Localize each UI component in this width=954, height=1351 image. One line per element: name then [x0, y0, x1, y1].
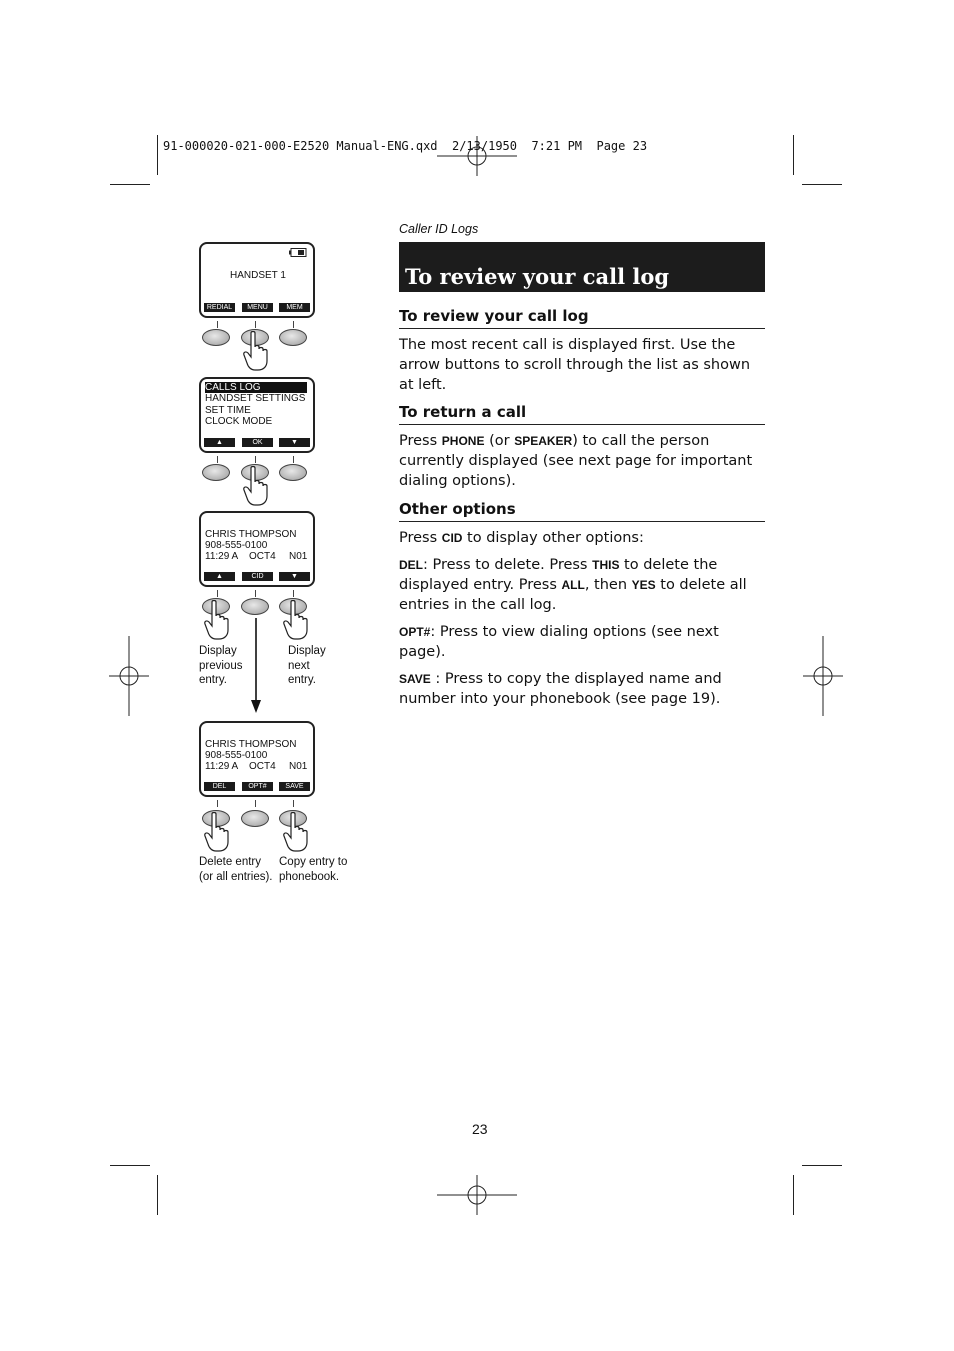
caller-number: 908-555-0100	[205, 540, 268, 551]
tick	[255, 321, 256, 328]
menu-item: CLOCK MODE	[205, 416, 273, 427]
del-key: DEL	[399, 558, 423, 572]
tick	[293, 456, 294, 463]
page-title-text: To review your call log	[405, 264, 670, 289]
softkey-label: OPT#	[242, 782, 273, 791]
text: Press	[399, 530, 442, 546]
pointing-hand-icon	[283, 600, 309, 640]
section-heading: To review your call log	[399, 307, 765, 329]
softkey-button[interactable]	[202, 464, 230, 481]
section-other	[399, 500, 765, 709]
softkey-label: OK	[242, 438, 273, 447]
opt-key: OPT#	[399, 625, 431, 639]
crop-mark	[793, 1175, 794, 1215]
yes-key: YES	[631, 578, 656, 592]
section-label: Caller ID Logs	[399, 222, 479, 236]
softkey-label: MENU	[242, 303, 273, 312]
call-index: N01	[289, 551, 308, 562]
tick	[217, 590, 218, 597]
section-heading: To return a call	[399, 403, 765, 425]
menu-item: SET TIME	[205, 405, 251, 416]
softkey-button[interactable]	[241, 810, 269, 827]
softkey-label: SAVE	[279, 782, 310, 791]
crop-mark	[802, 184, 842, 185]
save-key: SAVE	[399, 672, 431, 686]
up-arrow-icon: ▲	[204, 572, 235, 581]
page-number: 23	[472, 1121, 488, 1137]
text: : Press to copy the displayed name and number into your phonebook (see page 19).	[399, 671, 722, 707]
phone-key: PHONE	[441, 434, 485, 448]
caller-name: CHRIS THOMPSON	[205, 739, 297, 750]
all-key: ALL	[561, 578, 585, 592]
section-heading: Other options	[399, 500, 765, 522]
softkey-label: REDIAL	[204, 303, 235, 312]
crop-mark	[793, 135, 794, 175]
screen-text: HANDSET 1	[230, 270, 286, 281]
menu-item: HANDSET SETTINGS	[205, 393, 306, 404]
text: ) to call the person currently displayed (see next page for important dialing options).	[399, 433, 753, 489]
file-slug: 91-000020-021-000-E2520 Manual-ENG.qxd 2/13/1950 7:21 PM Page 23	[163, 139, 648, 153]
text: , then	[584, 577, 632, 593]
tick	[217, 800, 218, 807]
caller-name: CHRIS THOMPSON	[205, 529, 297, 540]
caption-next: Display next entry.	[288, 645, 326, 686]
up-arrow-icon: ▲	[204, 438, 235, 447]
section-body	[399, 528, 765, 548]
down-arrow-icon	[249, 618, 263, 714]
softkey-button[interactable]	[202, 329, 230, 346]
section-body	[399, 555, 765, 615]
page-title	[399, 242, 765, 292]
crop-mark	[157, 135, 158, 175]
text: to delete the displayed entry. Press	[399, 557, 718, 593]
softkey-button[interactable]	[279, 464, 307, 481]
softkey-button[interactable]	[279, 329, 307, 346]
cid-key: CID	[441, 531, 463, 545]
pointing-hand-icon	[243, 466, 269, 506]
handset-screen	[199, 242, 315, 318]
crop-mark	[157, 1175, 158, 1215]
softkey-label: DEL	[204, 782, 235, 791]
caption-previous: Display previous entry.	[199, 645, 243, 686]
tick	[217, 456, 218, 463]
down-arrow-icon: ▼	[279, 438, 310, 447]
handset-screen	[199, 511, 315, 587]
tick	[293, 590, 294, 597]
softkey-button[interactable]	[241, 598, 269, 615]
battery-icon	[289, 248, 307, 257]
tick	[217, 321, 218, 328]
registration-mark-icon	[437, 1175, 517, 1215]
crop-mark	[110, 184, 150, 185]
tick	[255, 590, 256, 597]
section-body	[399, 622, 765, 662]
tick	[255, 800, 256, 807]
text: : Press to view dialing options (see next page).	[399, 624, 719, 660]
registration-mark-icon	[109, 636, 149, 716]
section-body: The most recent call is displayed first. Use the arrow buttons to scroll through the list as shown at left.	[399, 337, 751, 393]
handset-screen	[199, 377, 315, 453]
speaker-key: SPEAKER	[514, 434, 573, 448]
text: : Press to delete. Press	[423, 557, 593, 573]
registration-mark-icon	[803, 636, 843, 716]
call-time: 11:29 A	[205, 761, 239, 772]
softkey-label: MEM	[279, 303, 310, 312]
text: (or	[484, 433, 515, 449]
tick	[255, 456, 256, 463]
text: Press	[399, 433, 442, 449]
text: to delete all entries in the call log.	[399, 577, 747, 613]
section-body	[399, 669, 765, 709]
call-date: OCT4	[249, 761, 276, 772]
caller-number: 908-555-0100	[205, 750, 268, 761]
section-review	[399, 307, 765, 395]
down-arrow-icon: ▼	[279, 572, 310, 581]
section-body	[399, 431, 765, 491]
menu-item-selected: CALLS LOG	[205, 382, 307, 393]
softkey-label: CID	[242, 572, 273, 581]
crop-mark	[110, 1165, 150, 1166]
pointing-hand-icon	[243, 331, 269, 371]
call-date: OCT4	[249, 551, 276, 562]
crop-mark	[802, 1165, 842, 1166]
tick	[293, 800, 294, 807]
this-key: THIS	[592, 558, 620, 572]
pointing-hand-icon	[283, 812, 309, 852]
text: to display other options:	[462, 530, 644, 546]
section-return	[399, 403, 765, 491]
caption-delete: Delete entry (or all entries).	[199, 856, 273, 883]
handset-screen	[199, 721, 315, 797]
call-index: N01	[289, 761, 308, 772]
tick	[293, 321, 294, 328]
call-time: 11:29 A	[205, 551, 239, 562]
pointing-hand-icon	[204, 812, 230, 852]
pointing-hand-icon	[204, 600, 230, 640]
caption-copy: Copy entry to phonebook.	[279, 856, 348, 883]
